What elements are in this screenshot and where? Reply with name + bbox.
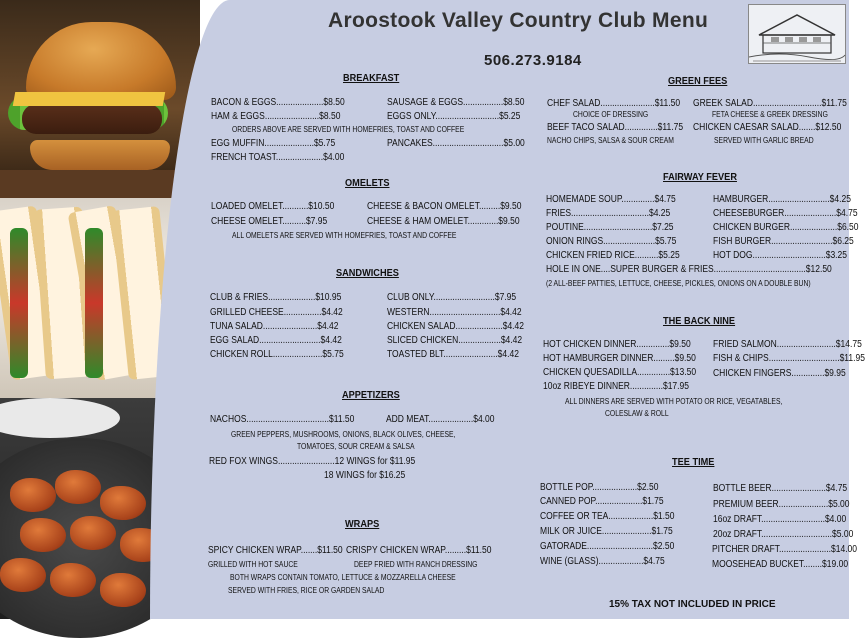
menu-item: WESTERN..............................$4.42 <box>387 307 522 318</box>
menu-item: CHICKEN FRIED RICE..........$5.25 <box>546 250 680 261</box>
menu-item: CLUB & FRIES....................$10.95 <box>210 292 342 303</box>
menu-item: 18 WINGS for $16.25 <box>324 470 406 481</box>
menu-note: DEEP FRIED WITH RANCH DRESSING <box>354 560 478 569</box>
menu-item: CRISPY CHICKEN WRAP.........$11.50 <box>346 545 492 556</box>
menu-note: CHOICE OF DRESSING <box>573 110 649 119</box>
menu-item: CHICKEN SALAD....................$4.42 <box>387 321 524 332</box>
menu-note: FETA CHEESE & GREEK DRESSING <box>712 110 828 119</box>
menu-note: NACHO CHIPS, SALSA & SOUR CREAM <box>547 136 674 145</box>
menu-item: HOT CHICKEN DINNER..............$9.50 <box>543 339 691 350</box>
phone-number: 506.273.9184 <box>484 52 582 69</box>
clubhouse-sketch <box>748 4 846 64</box>
menu-item: FRIES.................................$4.25 <box>546 208 671 219</box>
menu-note: GRILLED WITH HOT SAUCE <box>208 560 298 569</box>
menu-item: CLUB ONLY..........................$7.95 <box>387 292 517 303</box>
menu-item: POUTINE.............................$7.25 <box>546 222 674 233</box>
menu-item: PITCHER DRAFT......................$14.00 <box>712 544 858 555</box>
menu-note: ALL OMELETS ARE SERVED WITH HOMEFRIES, TOAST AND COFFEE <box>232 231 457 240</box>
menu-item: GREEK SALAD.............................$11.75 <box>693 98 847 109</box>
menu-item: BOTTLE POP...................$2.50 <box>540 482 659 493</box>
menu-item: ADD MEAT...................$4.00 <box>386 414 495 425</box>
menu-item: PREMIUM BEER.....................$5.00 <box>713 499 850 510</box>
menu-item: CHEESE & HAM OMELET.............$9.50 <box>367 216 520 227</box>
section-heading-tee-time: TEE TIME <box>672 457 715 468</box>
tax-note: 15% TAX NOT INCLUDED IN PRICE <box>609 599 776 610</box>
menu-item: CANNED POP....................$1.75 <box>540 496 664 507</box>
menu-item: ONION RINGS......................$5.75 <box>546 236 677 247</box>
menu-note: SERVED WITH FRIES, RICE OR GARDEN SALAD <box>228 586 385 595</box>
menu-item: FRIED SALMON.........................$14.75 <box>713 339 862 350</box>
menu-item: CHEESE & BACON OMELET.........$9.50 <box>367 201 522 212</box>
menu-item: RED FOX WINGS........................12 WINGS for $11.95 <box>209 456 416 467</box>
menu-item: HOMEMADE SOUP..............$4.75 <box>546 194 676 205</box>
menu-item: GRILLED CHEESE................$4.42 <box>210 307 343 318</box>
menu-item: PANCAKES..............................$5.00 <box>387 138 525 149</box>
menu-note: TOMATOES, SOUR CREAM & SALSA <box>297 442 415 451</box>
section-heading-omelets: OMELETS <box>345 178 390 189</box>
menu-item: SLICED CHICKEN..................$4.42 <box>387 335 523 346</box>
menu-item: TOASTED BLT.......................$4.42 <box>387 349 519 360</box>
menu-item: 20oz DRAFT..............................$5.00 <box>713 529 854 540</box>
menu-item: CHICKEN BURGER....................$6.50 <box>713 222 859 233</box>
section-heading-sandwiches: SANDWICHES <box>336 268 399 279</box>
menu-item: CHICKEN CAESAR SALAD.......$12.50 <box>693 122 842 133</box>
menu-item: 10oz RIBEYE DINNER..............$17.95 <box>543 381 689 392</box>
menu-item: MILK OR JUICE.....................$1.75 <box>540 526 673 537</box>
menu-item: CHEESE OMELET..........$7.95 <box>211 216 328 227</box>
menu-item: LOADED OMELET...........$10.50 <box>211 201 335 212</box>
menu-item: CHICKEN ROLL.....................$5.75 <box>210 349 344 360</box>
section-heading-fairway-fever: FAIRWAY FEVER <box>663 172 737 183</box>
menu-item: CHICKEN FINGERS..............$9.95 <box>713 368 846 379</box>
menu-note: COLESLAW & ROLL <box>605 409 669 418</box>
menu-item: HOT HAMBURGER DINNER.........$9.50 <box>543 353 696 364</box>
menu-item: SPICY CHICKEN WRAP.......$11.50 <box>208 545 343 556</box>
menu-item: HOLE IN ONE....SUPER BURGER & FRIES.......................................$12.50 <box>546 264 832 275</box>
menu-item: EGG MUFFIN.....................$5.75 <box>211 138 336 149</box>
section-heading-green-fees: GREEN FEES <box>668 76 728 87</box>
menu-item: FISH & CHIPS..............................$11.95 <box>713 353 865 364</box>
menu-item: FRENCH TOAST....................$4.00 <box>211 152 345 163</box>
menu-item: FISH BURGER..........................$6.25 <box>713 236 854 247</box>
menu-item: SAUSAGE & EGGS.................$8.50 <box>387 97 525 108</box>
menu-title: Aroostook Valley Country Club Menu <box>328 9 709 32</box>
menu-item: HOT DOG...............................$3.25 <box>713 250 847 261</box>
menu-note: SERVED WITH GARLIC BREAD <box>714 136 814 145</box>
section-heading-back-nine: THE BACK NINE <box>663 316 736 327</box>
menu-item: 16oz DRAFT...........................$4.00 <box>713 514 847 525</box>
menu-item: WINE (GLASS)...................$4.75 <box>540 556 665 567</box>
menu-item: BEEF TACO SALAD..............$11.75 <box>547 122 684 133</box>
section-heading-appetizers: APPETIZERS <box>342 390 400 401</box>
menu-item: BACON & EGGS....................$8.50 <box>211 97 345 108</box>
menu-item: EGGS ONLY...........................$5.25 <box>387 111 521 122</box>
menu-item: BOTTLE BEER.......................$4.75 <box>713 483 848 494</box>
menu-item: CHICKEN QUESADILLA..............$13.50 <box>543 367 697 378</box>
menu-item: HAM & EGGS.......................$8.50 <box>211 111 341 122</box>
menu-item: EGG SALAD..........................$4.42 <box>210 335 342 346</box>
menu-item: GATORADE............................$2.50 <box>540 541 675 552</box>
section-heading-wraps: WRAPS <box>345 519 380 530</box>
menu-item: NACHOS...................................$11.50 <box>210 414 355 425</box>
menu-note: ORDERS ABOVE ARE SERVED WITH HOMEFRIES, TOAST AND COFFEE <box>232 125 465 134</box>
menu-note: GREEN PEPPERS, MUSHROOMS, ONIONS, BLACK OLIVES, CHEESE, <box>231 430 456 439</box>
menu-item: CHEF SALAD.......................$11.50 <box>547 98 681 109</box>
menu-item: CHEESEBURGER......................$4.75 <box>713 208 858 219</box>
menu-item: HAMBURGER..........................$4.25 <box>713 194 851 205</box>
menu-note: ALL DINNERS ARE SERVED WITH POTATO OR RICE, VEGATABLES, <box>565 397 783 406</box>
menu-item: COFFEE OR TEA...................$1.50 <box>540 511 675 522</box>
menu-item: TUNA SALAD.......................$4.42 <box>210 321 339 332</box>
menu-note: (2 ALL-BEEF PATTIES, LETTUCE, CHEESE, PICKLES, ONIONS ON A DOUBLE BUN) <box>546 279 811 288</box>
menu-item: MOOSEHEAD BUCKET........$19.00 <box>712 559 849 570</box>
burger-photo <box>0 0 200 198</box>
section-heading-breakfast: BREAKFAST <box>343 73 400 84</box>
menu-note: BOTH WRAPS CONTAIN TOMATO, LETTUCE & MOZZARELLA CHEESE <box>230 573 456 582</box>
